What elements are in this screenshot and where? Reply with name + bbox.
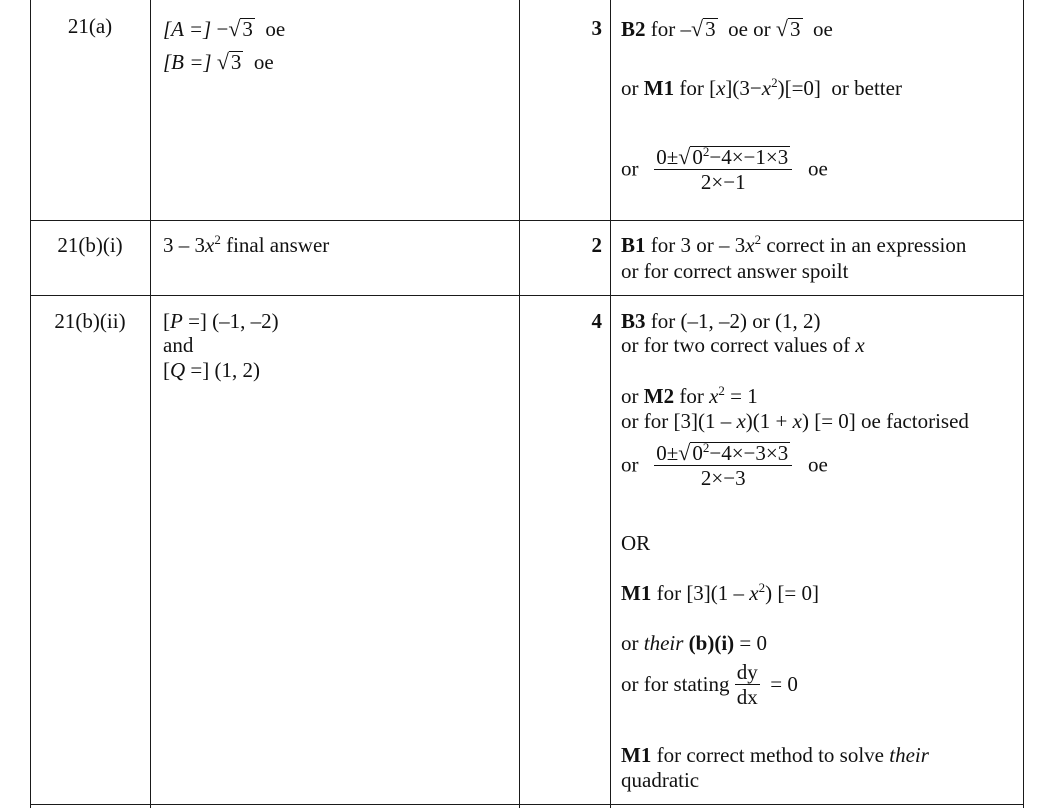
answer-p: [P =] (–1, –2) bbox=[163, 309, 279, 333]
derivative-fraction: $\frac{dy}{dx}$ bbox=[736, 660, 758, 710]
mark-value: 3 bbox=[591, 16, 602, 40]
row-divider bbox=[30, 220, 1024, 221]
answer-text: $3 - 3x^2$ final answer bbox=[163, 232, 330, 257]
fraction: $\frac{0\pm√0^2-4\times-1\times 3}{2\times-1}$ bbox=[654, 144, 792, 194]
table-border-left bbox=[30, 0, 31, 808]
guidance-two-values: or for two correct values of x bbox=[621, 333, 865, 357]
fraction: $\frac{0\pm√0^2-4\times-3\times 3}{2\times-3}$ bbox=[654, 440, 792, 490]
guidance-quadratic-formula: or $\frac{0\pm√0^2-4\times-1\times 3}{2\times-1}$ oe bbox=[621, 144, 828, 195]
guidance-or-caps: OR bbox=[621, 531, 651, 555]
answer-q: [Q =] (1, 2) bbox=[163, 358, 260, 382]
mark-value: 4 bbox=[591, 309, 602, 333]
answer-line-a: [A =] −√3 oe bbox=[163, 16, 286, 41]
guidance-m2: or M2 for $x^2 = 1$ bbox=[621, 383, 758, 408]
column-divider bbox=[519, 0, 520, 808]
guidance-factorised: or for [3](1 – x)(1 + x) [= 0] oe factorised bbox=[621, 409, 969, 433]
column-divider bbox=[610, 0, 611, 808]
guidance-m1: or M1 for $[x](3-x^2)[=0]$ or better bbox=[621, 75, 902, 100]
column-divider bbox=[150, 0, 151, 808]
guidance-b3: B3 for (–1, –2) or (1, 2) bbox=[621, 309, 821, 333]
table-border-right bbox=[1023, 0, 1024, 808]
question-label: 21(b)(i) bbox=[57, 233, 123, 257]
guidance-b2: B2 for –√3 oe or √3 oe bbox=[621, 16, 833, 41]
row-divider bbox=[30, 804, 1024, 805]
answer-and: and bbox=[163, 333, 194, 357]
guidance-b1-line2: or for correct answer spoilt bbox=[621, 259, 849, 283]
mark-value: 2 bbox=[591, 233, 602, 257]
guidance-b1: B1 for 3 or – $3x^2$ correct in an expression bbox=[621, 232, 967, 257]
row-divider bbox=[30, 295, 1024, 296]
answer-line-b: [B =] √3 oe bbox=[163, 49, 274, 74]
guidance-their: or their (b)(i) = 0 bbox=[621, 631, 768, 655]
guidance-m1-second-line2: quadratic bbox=[621, 768, 700, 792]
question-label: 21(a) bbox=[67, 14, 113, 38]
guidance-quadratic-formula: or $\frac{0\pm√0^2-4\times-3\times 3}{2\times-3}$ oe bbox=[621, 440, 828, 491]
question-label: 21(b)(ii) bbox=[54, 309, 126, 333]
guidance-m1-second: M1 for correct method to solve their bbox=[621, 743, 929, 767]
guidance-stating: or for stating $\frac{dy}{dx}$ = 0 bbox=[621, 660, 798, 710]
guidance-m1-first: M1 for $[3](1 - x^2)$ [= 0] bbox=[621, 580, 819, 605]
